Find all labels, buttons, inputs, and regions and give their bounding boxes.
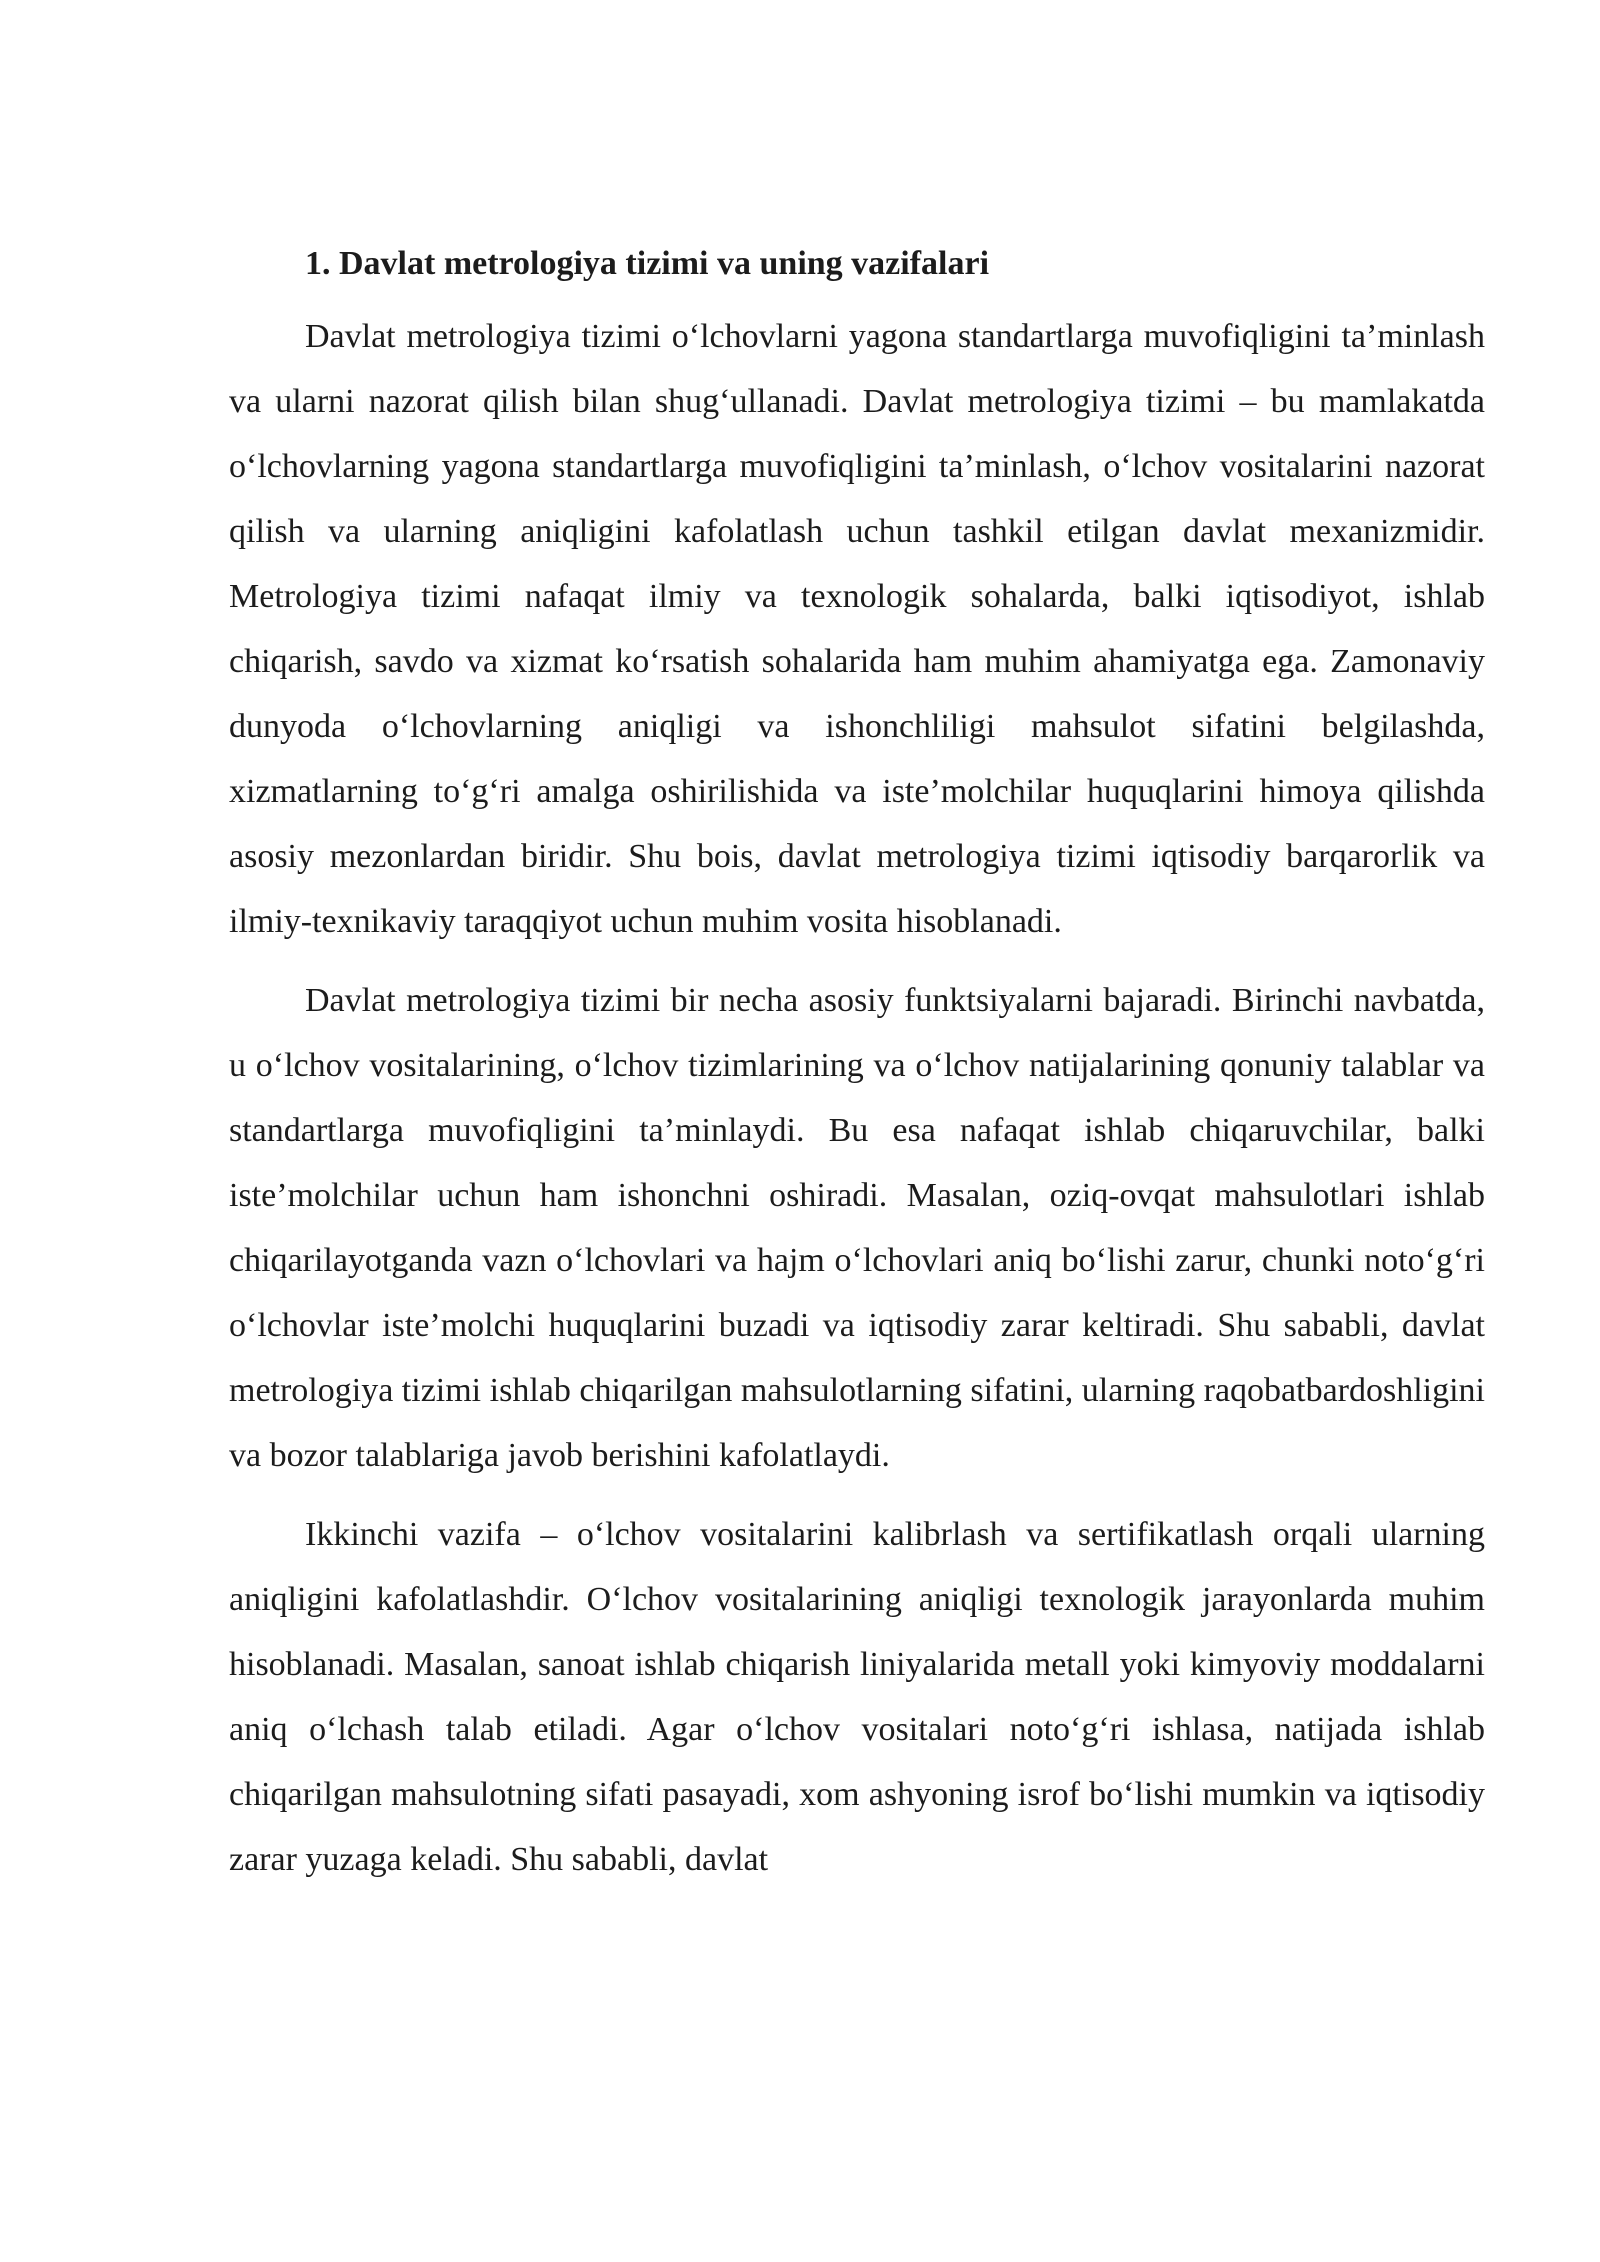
section-heading: 1. Davlat metrologiya tizimi va uning vazifalari xyxy=(305,245,990,282)
paragraph-2: Davlat metrologiya tizimi bir necha asosiy funktsiyalarni bajaradi. Birinchi navbatda, u o‘lchov vositalarining, o‘lchov tizimlarining va o‘lchov natijalarining qonuniy talablar va standartlarga muvofiqligini ta’minlaydi. Bu esa nafaqat ishlab chiqaruvchilar, balki iste’molchilar uchun ham ishonchni oshiradi. Masalan, oziq-ovqat mahsulotlari ishlab chiqarilayotganda vazn o‘lchovlari va hajm o‘lchovlari aniq bo‘lishi zarur, chunki noto‘g‘ri o‘lchovlar iste’molchi huquqlarini buzadi va iqtisodiy zarar keltiradi. Shu sababli, davlat metrologiya tizimi ishlab chiqarilgan mahsulotlarning sifatini, ularning raqobatbardoshligini va bozor talablariga javob berishini kafolatlaydi. xyxy=(229,982,1485,1474)
document-page xyxy=(229,232,1485,1892)
paragraph-3: Ikkinchi vazifa – o‘lchov vositalarini kalibrlash va sertifikatlash orqali ularning aniqligini kafolatlashdir. O‘lchov vositalarining aniqligi texnologik jarayonlarda muhim hisoblanadi. Masalan, sanoat ishlab chiqarish liniyalarida metall yoki kimyoviy moddalarni aniq o‘lchash talab etiladi. Agar o‘lchov vositalari noto‘g‘ri ishlasa, natijada ishlab chiqarilgan mahsulotning sifati pasayadi, xom ashyoning isrof bo‘lishi mumkin va iqtisodiy zarar yuzaga keladi. Shu sababli, davlat xyxy=(229,1516,1485,1878)
paragraph-1: Davlat metrologiya tizimi o‘lchovlarni yagona standartlarga muvofiqligini ta’minlash va ularni nazorat qilish bilan shug‘ullanadi. Davlat metrologiya tizimi – bu mamlakatda o‘lchovlarning yagona standartlarga muvofiqligini ta’minlash, o‘lchov vositalarini nazorat qilish va ularning aniqligini kafolatlash uchun tashkil etilgan davlat mexanizmidir. Metrologiya tizimi nafaqat ilmiy va texnologik sohalarda, balki iqtisodiyot, ishlab chiqarish, savdo va xizmat ko‘rsatish sohalarida ham muhim ahamiyatga ega. Zamonaviy dunyoda o‘lchovlarning aniqligi va ishonchliligi mahsulot sifatini belgilashda, xizmatlarning to‘g‘ri amalga oshirilishida va iste’molchilar huquqlarini himoya qilishda asosiy mezonlardan biridir. Shu bois, davlat metrologiya tizimi iqtisodiy barqarorlik va ilmiy-texnikaviy taraqqiyot uchun muhim vosita hisoblanadi. xyxy=(229,318,1485,940)
